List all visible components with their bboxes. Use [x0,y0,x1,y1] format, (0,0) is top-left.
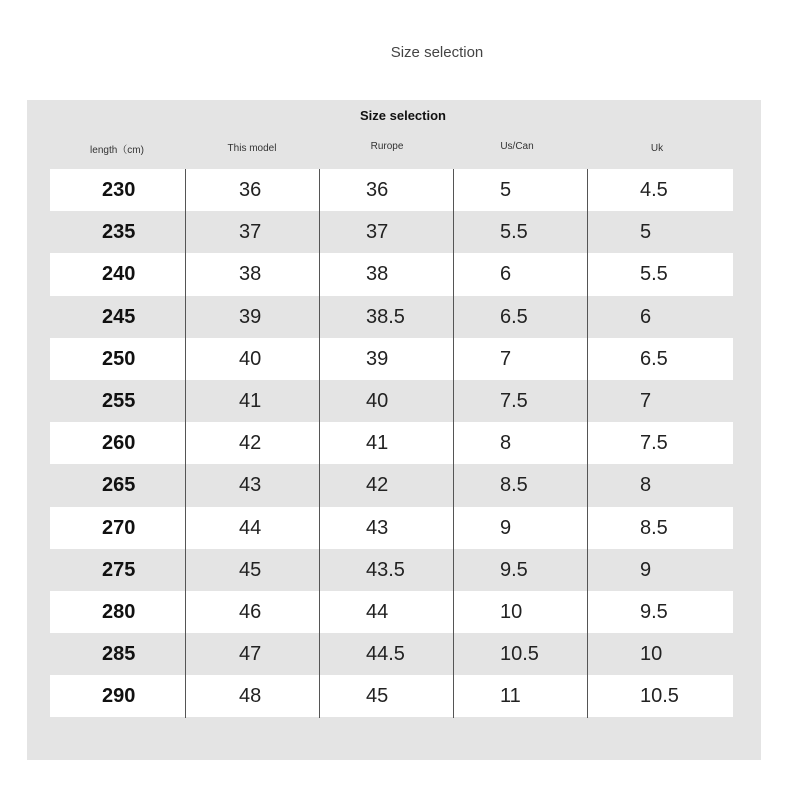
cell-this-model: 38 [239,263,262,286]
cell-europe: 44.5 [366,643,405,666]
cell-length: 250 [102,347,136,370]
cell-uk: 4.5 [640,179,668,201]
cell-this-model: 47 [239,643,262,666]
cell-uk: 5 [640,221,652,244]
cell-us-can: 5 [500,179,512,201]
size-chart-rows [50,169,733,717]
cell-us-can: 8 [500,432,512,455]
table-row [50,169,733,211]
cell-europe: 40 [366,389,389,412]
cell-this-model: 45 [239,558,262,581]
cell-us-can: 9 [500,516,512,539]
cell-europe: 39 [366,347,389,370]
cell-this-model: 43 [239,474,262,497]
cell-uk: 8 [640,474,652,497]
cell-us-can: 9.5 [500,558,528,581]
cell-uk: 7 [640,389,652,412]
cell-europe: 41 [366,432,389,455]
cell-length: 285 [102,643,136,666]
cell-this-model: 40 [239,347,262,370]
cell-us-can: 10 [500,600,523,623]
table-row [50,422,733,464]
size-chart-panel [27,100,761,760]
column-divider [185,169,186,718]
cell-uk: 10 [640,643,663,666]
cell-us-can: 5.5 [500,221,528,244]
cell-length: 245 [102,305,136,328]
page-title: Size selection [390,44,484,61]
cell-uk: 8.5 [640,516,668,539]
table-row [50,591,733,633]
cell-this-model: 46 [239,600,262,623]
cell-length: 260 [102,432,136,455]
cell-length: 265 [102,474,136,497]
table-row [50,464,733,506]
table-row [50,338,733,380]
cell-us-can: 8.5 [500,474,528,497]
cell-europe: 38.5 [366,305,405,328]
cell-length: 255 [102,389,136,412]
cell-this-model: 36 [239,179,262,201]
cell-uk: 6 [640,305,652,328]
column-divider [453,169,454,718]
cell-uk: 10.5 [640,685,679,708]
cell-length: 290 [102,685,136,708]
size-chart-header-row [27,140,761,160]
cell-europe: 44 [366,600,389,623]
cell-us-can: 7 [500,347,512,370]
cell-this-model: 42 [239,432,262,455]
cell-europe: 38 [366,263,389,286]
column-divider [587,169,588,718]
table-row [50,507,733,549]
cell-us-can: 11 [500,685,521,708]
table-row [50,633,733,675]
cell-this-model: 44 [239,516,262,539]
table-row [50,549,733,591]
cell-europe: 36 [366,179,389,201]
cell-length: 275 [102,558,136,581]
cell-uk: 6.5 [640,347,668,370]
cell-us-can: 6.5 [500,305,528,328]
cell-this-model: 39 [239,305,262,328]
table-row [50,253,733,295]
cell-this-model: 37 [239,221,262,244]
table-row [50,211,733,253]
cell-uk: 9.5 [640,600,668,623]
cell-length: 270 [102,516,136,539]
table-row [50,675,733,717]
cell-length: 240 [102,263,136,286]
size-chart-title: Size selection [360,108,446,123]
column-divider [319,169,320,718]
cell-uk: 7.5 [640,432,668,455]
cell-europe: 43 [366,516,389,539]
cell-length: 235 [102,221,136,244]
cell-uk: 9 [640,558,652,581]
cell-length: 230 [102,179,136,201]
cell-us-can: 7.5 [500,389,528,412]
header-europe: Rurope [370,141,404,152]
header-this-model: This model [227,143,277,154]
table-row [50,380,733,422]
cell-this-model: 41 [239,389,262,412]
table-row [50,296,733,338]
cell-europe: 45 [366,685,389,708]
header-us-can: Us/Can [500,141,534,152]
cell-europe: 42 [366,474,389,497]
header-length: length（cm) [90,145,144,156]
cell-europe: 43.5 [366,558,405,581]
cell-length: 280 [102,600,136,623]
cell-uk: 5.5 [640,263,668,286]
cell-europe: 37 [366,221,389,244]
cell-us-can: 10.5 [500,643,539,666]
cell-us-can: 6 [500,263,512,286]
header-uk: Uk [650,143,664,154]
cell-this-model: 48 [239,685,262,708]
